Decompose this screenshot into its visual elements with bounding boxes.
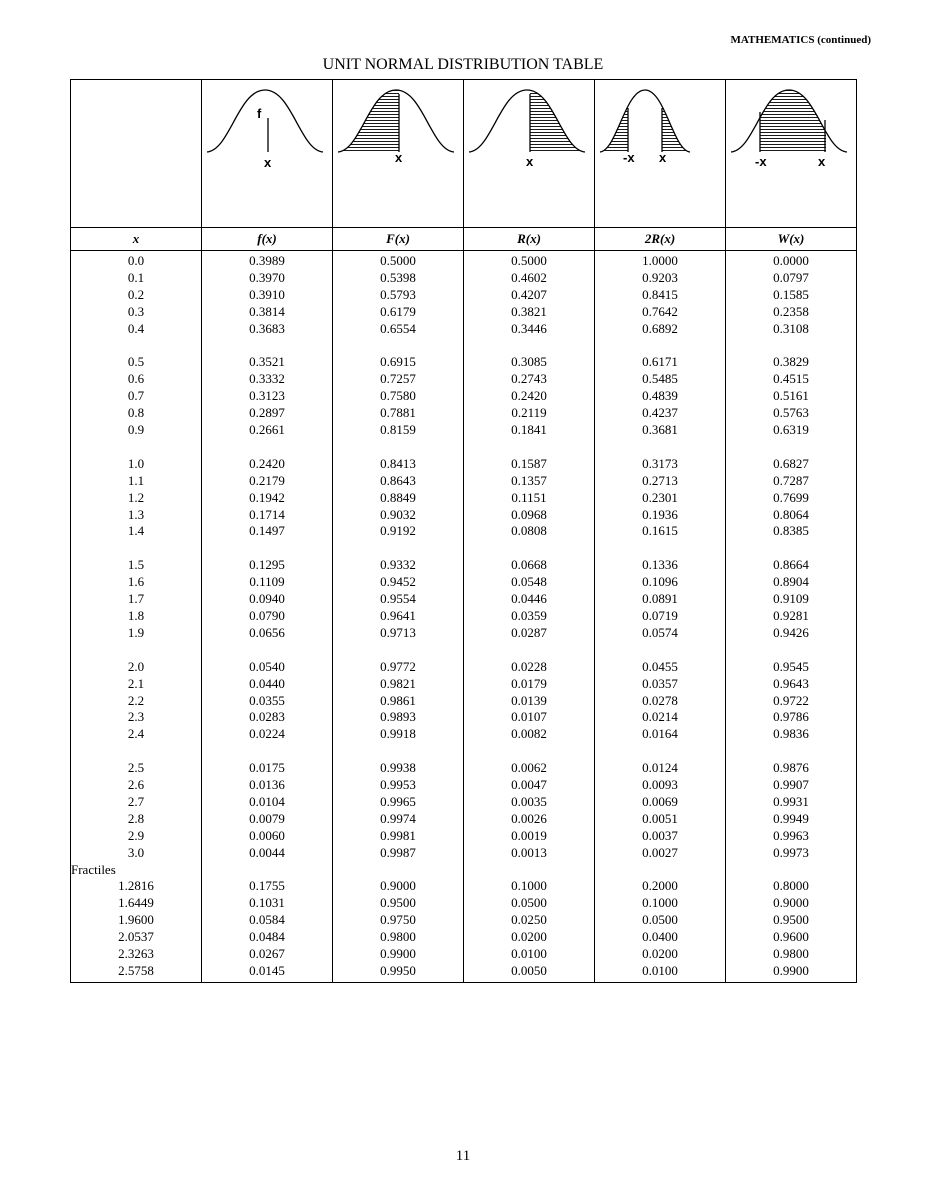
table-row <box>71 591 857 608</box>
table-cell: 0.1 <box>71 270 202 287</box>
table-cell: 0.0107 <box>464 709 595 726</box>
table-cell: 0.0228 <box>464 659 595 676</box>
cdf-figure-cell <box>333 80 464 228</box>
table-cell: 0.8643 <box>333 473 464 490</box>
table-cell: 0.0019 <box>464 828 595 845</box>
table-cell: 0.6 <box>71 371 202 388</box>
svg-text:x: x <box>264 155 272 170</box>
table-cell: 0.1031 <box>202 895 333 912</box>
table-cell: 0.3970 <box>202 270 333 287</box>
table-cell: 0.0104 <box>202 794 333 811</box>
table-cell: 0.5398 <box>333 270 464 287</box>
table-cell: 0.1151 <box>464 490 595 507</box>
spacer-row <box>71 980 857 983</box>
table-cell: 0.0287 <box>464 625 595 642</box>
table-cell: 0.0283 <box>202 709 333 726</box>
table-cell: 0.1615 <box>595 523 726 540</box>
svg-text:x: x <box>659 150 667 165</box>
table-cell: 0.0100 <box>464 946 595 963</box>
table-cell: 1.2816 <box>71 878 202 895</box>
table-row <box>71 608 857 625</box>
table-cell: 1.9600 <box>71 912 202 929</box>
table-cell: 0.9545 <box>726 659 857 676</box>
table-cell: 0.8000 <box>726 878 857 895</box>
table-cell: 0.5763 <box>726 405 857 422</box>
table-title: UNIT NORMAL DISTRIBUTION TABLE <box>322 56 604 73</box>
table-cell: 0.9772 <box>333 659 464 676</box>
table-cell: 0.1587 <box>464 456 595 473</box>
table-cell: 0.9750 <box>333 912 464 929</box>
table-cell: 0.3446 <box>464 321 595 338</box>
table-cell: 0.9192 <box>333 523 464 540</box>
table-cell: 0.0250 <box>464 912 595 929</box>
table-cell: 0.3 <box>71 304 202 321</box>
table-cell: 0.2743 <box>464 371 595 388</box>
table-row <box>71 659 857 676</box>
table-cell: 1.7 <box>71 591 202 608</box>
table-cell: 0.9500 <box>333 895 464 912</box>
table-cell: 0.0455 <box>595 659 726 676</box>
table-cell: 0.0175 <box>202 760 333 777</box>
table-cell: 0.0548 <box>464 574 595 591</box>
spacer-row <box>71 439 857 456</box>
table-cell: 0.5793 <box>333 287 464 304</box>
table-cell: 0.9938 <box>333 760 464 777</box>
table-cell: 1.9 <box>71 625 202 642</box>
svg-text:x: x <box>818 154 826 169</box>
table-cell: 0.3989 <box>202 253 333 270</box>
table-cell: 0.0200 <box>595 946 726 963</box>
table-cell: 0.9963 <box>726 828 857 845</box>
table-row <box>71 405 857 422</box>
table-cell: 0.0357 <box>595 676 726 693</box>
svg-text:f: f <box>257 106 262 121</box>
table-cell: 0.9973 <box>726 845 857 862</box>
table-cell: 2.1 <box>71 676 202 693</box>
table-cell: 0.9987 <box>333 845 464 862</box>
table-cell: 0.4207 <box>464 287 595 304</box>
table-cell: 0.9786 <box>726 709 857 726</box>
table-cell: 0.0968 <box>464 507 595 524</box>
fractile-row <box>71 946 857 963</box>
column-header-Wx: W(x) <box>726 228 857 251</box>
table-cell: 0.9893 <box>333 709 464 726</box>
table-cell: 0.2897 <box>202 405 333 422</box>
table-cell: 0.9000 <box>726 895 857 912</box>
figure-row <box>71 80 857 228</box>
table-cell: 0.8904 <box>726 574 857 591</box>
table-cell: 0.4515 <box>726 371 857 388</box>
table-cell: 0.0164 <box>595 726 726 743</box>
table-cell: 1.1 <box>71 473 202 490</box>
table-cell: 0.0044 <box>202 845 333 862</box>
table-cell: 0.0082 <box>464 726 595 743</box>
table-cell: 0.0 <box>71 253 202 270</box>
table-cell: 0.9876 <box>726 760 857 777</box>
table-cell: 2.5 <box>71 760 202 777</box>
fractiles-label: Fractiles <box>71 862 202 879</box>
table-row <box>71 253 857 270</box>
table-cell: 0.9800 <box>333 929 464 946</box>
table-cell: 0.9554 <box>333 591 464 608</box>
table-cell: 0.1841 <box>464 422 595 439</box>
table-cell: 0.0267 <box>202 946 333 963</box>
table-cell: 0.6179 <box>333 304 464 321</box>
table-cell: 0.0359 <box>464 608 595 625</box>
table-cell: 0.0224 <box>202 726 333 743</box>
table-cell: 0.0093 <box>595 777 726 794</box>
table-cell: 0.8664 <box>726 557 857 574</box>
table-cell: 0.0500 <box>595 912 726 929</box>
spacer-row <box>71 642 857 659</box>
table-cell: 1.3 <box>71 507 202 524</box>
fractile-row <box>71 895 857 912</box>
table-cell: 0.0790 <box>202 608 333 625</box>
table-cell: 1.2 <box>71 490 202 507</box>
table-cell: 0.0124 <box>595 760 726 777</box>
table-row <box>71 625 857 642</box>
table-cell: 2.9 <box>71 828 202 845</box>
table-cell: 1.0 <box>71 456 202 473</box>
table-cell: 1.4 <box>71 523 202 540</box>
table-row <box>71 693 857 710</box>
table-cell: 0.1585 <box>726 287 857 304</box>
table-cell: 0.1000 <box>464 878 595 895</box>
table-row <box>71 811 857 828</box>
table-cell: 0.4839 <box>595 388 726 405</box>
table-cell: 0.1109 <box>202 574 333 591</box>
table-cell: 0.0013 <box>464 845 595 862</box>
table-cell: 0.9981 <box>333 828 464 845</box>
table-cell: 0.7287 <box>726 473 857 490</box>
table-row <box>71 473 857 490</box>
table-cell: 0.1000 <box>595 895 726 912</box>
table-cell: 0.9032 <box>333 507 464 524</box>
table-cell: 0.0027 <box>595 845 726 862</box>
table-cell: 0.8413 <box>333 456 464 473</box>
table-row <box>71 557 857 574</box>
table-cell: 0.9109 <box>726 591 857 608</box>
table-row <box>71 777 857 794</box>
density-curve-f-at-x-icon <box>202 80 333 225</box>
table-cell: 0.3821 <box>464 304 595 321</box>
table-row <box>71 490 857 507</box>
table-cell: 0.1714 <box>202 507 333 524</box>
table-cell: 2.5758 <box>71 963 202 980</box>
table-cell: 0.6915 <box>333 354 464 371</box>
table-cell: 1.6 <box>71 574 202 591</box>
table-cell: 0.4237 <box>595 405 726 422</box>
table-cell: 0.0440 <box>202 676 333 693</box>
table-cell: 0.9953 <box>333 777 464 794</box>
table-cell: 0.0540 <box>202 659 333 676</box>
table-row <box>71 422 857 439</box>
two-tail-figure-cell <box>595 80 726 228</box>
table-cell: 0.0797 <box>726 270 857 287</box>
table-cell: 2.6 <box>71 777 202 794</box>
column-header-row <box>71 228 857 251</box>
table-cell: 0.9836 <box>726 726 857 743</box>
table-cell: 0.0047 <box>464 777 595 794</box>
table-cell: 0.9426 <box>726 625 857 642</box>
table-cell: 0.9000 <box>333 878 464 895</box>
table-cell: 2.0537 <box>71 929 202 946</box>
table-cell: 0.9281 <box>726 608 857 625</box>
table-cell: 0.2119 <box>464 405 595 422</box>
table-row <box>71 321 857 338</box>
table-cell: 0.7699 <box>726 490 857 507</box>
table-cell: 0.0940 <box>202 591 333 608</box>
table-cell: 0.6171 <box>595 354 726 371</box>
density-figure-cell <box>202 80 333 228</box>
table-cell: 2.3 <box>71 709 202 726</box>
table-row <box>71 388 857 405</box>
column-header-Fx: F(x) <box>333 228 464 251</box>
table-cell: 0.8 <box>71 405 202 422</box>
table-cell: 0.3814 <box>202 304 333 321</box>
left-tail-shaded-curve-icon <box>333 80 464 225</box>
table-cell: 0.3108 <box>726 321 857 338</box>
center-shaded-curve-icon <box>726 80 857 225</box>
table-cell: 0.0278 <box>595 693 726 710</box>
table-cell: 0.3521 <box>202 354 333 371</box>
survival-figure-cell <box>464 80 595 228</box>
table-cell: 0.0069 <box>595 794 726 811</box>
table-cell: 0.6827 <box>726 456 857 473</box>
svg-text:-x: -x <box>623 150 635 165</box>
table-cell: 0.9722 <box>726 693 857 710</box>
table-cell: 0.1295 <box>202 557 333 574</box>
table-cell: 0.5485 <box>595 371 726 388</box>
table-row <box>71 676 857 693</box>
table-cell: 0.7 <box>71 388 202 405</box>
table-cell: 0.3829 <box>726 354 857 371</box>
table-cell: 0.3683 <box>202 321 333 338</box>
table-cell: 3.0 <box>71 845 202 862</box>
table-cell: 0.7881 <box>333 405 464 422</box>
table-cell: 0.2000 <box>595 878 726 895</box>
table-cell: 0.9949 <box>726 811 857 828</box>
table-row <box>71 287 857 304</box>
table-cell: 2.2 <box>71 693 202 710</box>
fractile-row <box>71 912 857 929</box>
table-row <box>71 456 857 473</box>
table-cell: 0.9800 <box>726 946 857 963</box>
column-header-Rx: R(x) <box>464 228 595 251</box>
unit-normal-distribution-table <box>70 79 857 983</box>
table-cell: 0.0891 <box>595 591 726 608</box>
table-cell: 0.0026 <box>464 811 595 828</box>
spacer-row <box>71 743 857 760</box>
table-cell: 0.0062 <box>464 760 595 777</box>
table-cell: 0.6319 <box>726 422 857 439</box>
table-cell: 2.0 <box>71 659 202 676</box>
two-tails-shaded-curve-icon <box>595 80 726 225</box>
table-cell: 2.3263 <box>71 946 202 963</box>
table-cell: 0.0200 <box>464 929 595 946</box>
table-cell: 1.6449 <box>71 895 202 912</box>
table-cell: 2.4 <box>71 726 202 743</box>
central-figure-cell <box>726 80 857 228</box>
fractile-row <box>71 963 857 980</box>
table-cell: 0.7580 <box>333 388 464 405</box>
table-cell: 0.0050 <box>464 963 595 980</box>
table-cell: 0.0500 <box>464 895 595 912</box>
table-cell: 0.3085 <box>464 354 595 371</box>
table-cell: 0.0060 <box>202 828 333 845</box>
table-row <box>71 845 857 862</box>
table-row <box>71 354 857 371</box>
table-cell: 0.2661 <box>202 422 333 439</box>
table-cell: 0.5161 <box>726 388 857 405</box>
table-cell: 0.7257 <box>333 371 464 388</box>
table-cell: 0.3332 <box>202 371 333 388</box>
table-cell: 0.9 <box>71 422 202 439</box>
table-cell: 0.1936 <box>595 507 726 524</box>
table-cell: 0.5 <box>71 354 202 371</box>
fractile-row <box>71 929 857 946</box>
table-cell: 0.6892 <box>595 321 726 338</box>
table-cell: 0.9931 <box>726 794 857 811</box>
table-cell: 0.0446 <box>464 591 595 608</box>
table-cell: 0.1497 <box>202 523 333 540</box>
table-row <box>71 828 857 845</box>
table-cell: 1.0000 <box>595 253 726 270</box>
table-cell: 0.9600 <box>726 929 857 946</box>
table-row <box>71 304 857 321</box>
table-row <box>71 709 857 726</box>
page-number: 11 <box>455 1148 471 1164</box>
table-cell: 1.5 <box>71 557 202 574</box>
table-cell: 0.0400 <box>595 929 726 946</box>
table-cell: 0.0051 <box>595 811 726 828</box>
table-cell: 0.5000 <box>333 253 464 270</box>
table-row <box>71 371 857 388</box>
table-cell: 0.0355 <box>202 693 333 710</box>
svg-text:-x: -x <box>755 154 767 169</box>
column-header-fx: f(x) <box>202 228 333 251</box>
table-cell: 0.7642 <box>595 304 726 321</box>
table-cell: 0.2420 <box>202 456 333 473</box>
table-cell: 0.1357 <box>464 473 595 490</box>
table-cell: 0.3123 <box>202 388 333 405</box>
table-cell: 0.1096 <box>595 574 726 591</box>
table-cell: 0.4602 <box>464 270 595 287</box>
spacer-row <box>71 540 857 557</box>
table-cell: 0.8849 <box>333 490 464 507</box>
table-cell: 0.9643 <box>726 676 857 693</box>
table-cell: 0.0484 <box>202 929 333 946</box>
table-cell: 2.7 <box>71 794 202 811</box>
svg-text:x: x <box>526 154 534 169</box>
fractiles-label-row <box>71 862 857 879</box>
table-cell: 0.8385 <box>726 523 857 540</box>
fractile-row <box>71 878 857 895</box>
column-header-2Rx: 2R(x) <box>595 228 726 251</box>
table-cell: 0.2301 <box>595 490 726 507</box>
table-cell: 0.2713 <box>595 473 726 490</box>
table-cell: 0.8064 <box>726 507 857 524</box>
table-cell: 0.0574 <box>595 625 726 642</box>
table-cell: 0.9950 <box>333 963 464 980</box>
table-row <box>71 726 857 743</box>
table-cell: 0.9918 <box>333 726 464 743</box>
table-cell: 0.8415 <box>595 287 726 304</box>
table-cell: 0.9452 <box>333 574 464 591</box>
svg-text:x: x <box>395 150 403 165</box>
table-cell: 0.5000 <box>464 253 595 270</box>
right-tail-shaded-curve-icon <box>464 80 595 225</box>
table-cell: 0.9500 <box>726 912 857 929</box>
table-cell: 0.6554 <box>333 321 464 338</box>
column-header-x: x <box>71 228 202 251</box>
table-cell: 0.1336 <box>595 557 726 574</box>
table-cell: 0.0214 <box>595 709 726 726</box>
table-cell: 1.8 <box>71 608 202 625</box>
table-cell: 0.1755 <box>202 878 333 895</box>
table-cell: 0.4 <box>71 321 202 338</box>
table-cell: 0.0136 <box>202 777 333 794</box>
table-cell: 0.2420 <box>464 388 595 405</box>
table-cell: 0.0000 <box>726 253 857 270</box>
empty-figure-cell <box>71 80 202 228</box>
table-cell: 2.8 <box>71 811 202 828</box>
table-cell: 0.3173 <box>595 456 726 473</box>
table-cell: 0.9203 <box>595 270 726 287</box>
table-cell: 0.0145 <box>202 963 333 980</box>
table-cell: 0.0100 <box>595 963 726 980</box>
table-cell: 0.0037 <box>595 828 726 845</box>
spacer-row <box>71 338 857 355</box>
table-cell: 0.0139 <box>464 693 595 710</box>
table-row <box>71 794 857 811</box>
table-cell: 0.9641 <box>333 608 464 625</box>
table-cell: 0.0808 <box>464 523 595 540</box>
table-cell: 0.9900 <box>333 946 464 963</box>
table-cell: 0.0656 <box>202 625 333 642</box>
table-cell: 0.1942 <box>202 490 333 507</box>
table-cell: 0.9821 <box>333 676 464 693</box>
table-cell: 0.2179 <box>202 473 333 490</box>
table-cell: 0.9900 <box>726 963 857 980</box>
table-row <box>71 760 857 777</box>
table-cell: 0.9332 <box>333 557 464 574</box>
table-row <box>71 574 857 591</box>
table-cell: 0.0179 <box>464 676 595 693</box>
table-cell: 0.9713 <box>333 625 464 642</box>
table-cell: 0.2358 <box>726 304 857 321</box>
table-cell: 0.9907 <box>726 777 857 794</box>
section-header: MATHEMATICS (continued) <box>730 34 871 46</box>
table-cell: 0.8159 <box>333 422 464 439</box>
table-cell: 0.3910 <box>202 287 333 304</box>
table-cell: 0.0719 <box>595 608 726 625</box>
table-cell: 0.0668 <box>464 557 595 574</box>
table-row <box>71 270 857 287</box>
table-cell: 0.9974 <box>333 811 464 828</box>
table-cell: 0.0035 <box>464 794 595 811</box>
table-cell: 0.0079 <box>202 811 333 828</box>
table-cell: 0.0584 <box>202 912 333 929</box>
table-cell: 0.9965 <box>333 794 464 811</box>
table-cell: 0.2 <box>71 287 202 304</box>
table-cell: 0.3681 <box>595 422 726 439</box>
table-row <box>71 507 857 524</box>
table-cell: 0.9861 <box>333 693 464 710</box>
table-row <box>71 523 857 540</box>
